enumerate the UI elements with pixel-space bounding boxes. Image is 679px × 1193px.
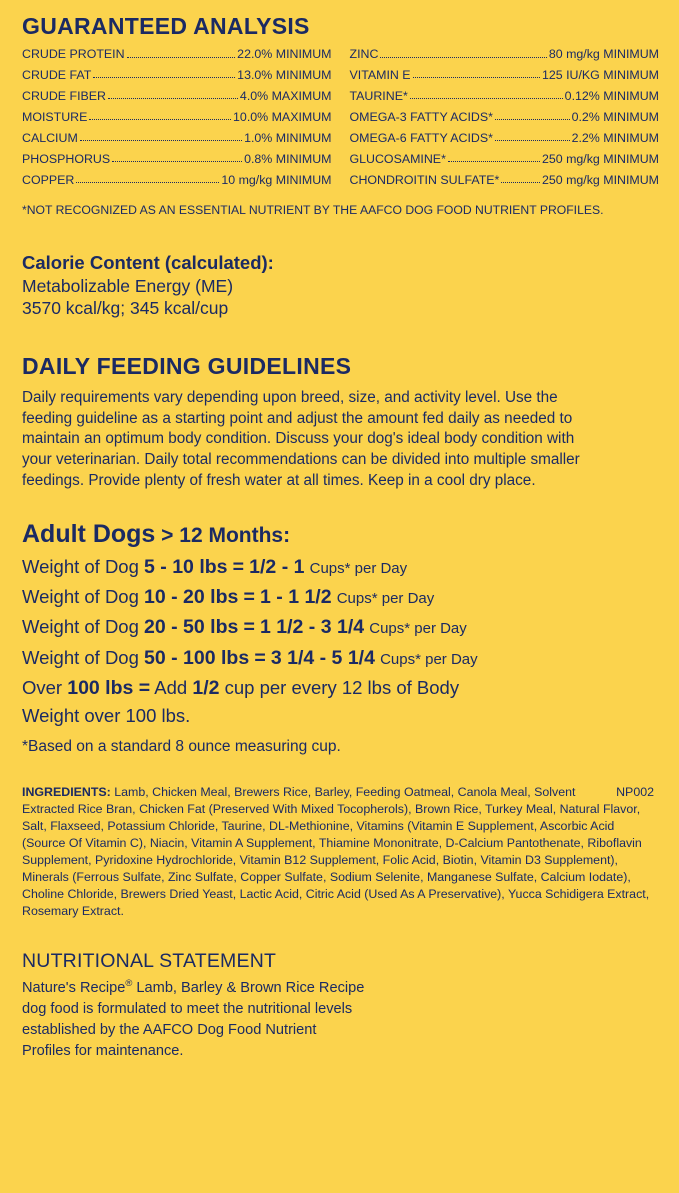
- table-row: [350, 69, 660, 81]
- feeding-row-equals: =: [243, 616, 255, 639]
- nutrient-name: PHOSPHORUS: [22, 151, 111, 166]
- feeding-row-unit: Cups* per Day: [336, 590, 435, 608]
- nutritional-statement-line4: Profiles for maintenance.: [22, 1042, 184, 1059]
- nutrient-value: 1.0% MINIMUM: [244, 130, 332, 145]
- nutritional-statement-line2: dog food is formulated to meet the nutritional levels: [22, 1001, 353, 1018]
- nutrient-value: 0.2% MINIMUM: [571, 109, 659, 124]
- nutritional-statement-title: NUTRITIONAL STATEMENT: [22, 950, 277, 973]
- nutrient-value: 0.12% MINIMUM: [564, 88, 659, 103]
- nutrient-name: MOISTURE: [22, 109, 88, 124]
- nutrient-name: VITAMIN E: [349, 68, 411, 83]
- adult-dogs-heading: [22, 521, 659, 549]
- dot-leader: [380, 49, 546, 58]
- nutritional-statement-section: [22, 950, 659, 1061]
- feeding-row-unit: Cups* per Day: [309, 559, 408, 577]
- ingredients-label: INGREDIENTS:: [22, 784, 111, 799]
- nutrient-name: CRUDE FIBER: [22, 88, 106, 103]
- nutrient-value: 4.0% MAXIMUM: [239, 88, 332, 103]
- feeding-row: [22, 646, 659, 670]
- nutrient-value: 250 mg/kg MINIMUM: [541, 151, 659, 166]
- table-row: [350, 111, 660, 123]
- feeding-row-over-100-line2: Weight over 100 lbs.: [22, 704, 191, 726]
- table-row: [22, 90, 332, 102]
- table-row: [350, 153, 660, 165]
- nutrient-name: GLUCOSAMINE*: [349, 151, 446, 166]
- adult-dogs-heading-main: Adult Dogs: [22, 520, 156, 549]
- daily-feeding-guidelines-body: Daily requirements vary depending upon breed, size, and activity level. Use the feeding guideline as a starting point and adjust the amount fed daily as needed to maintain an optimum body condition. Discuss your dog's ideal body condition with your veterinarian. Daily total recommendations can be divided into multiple smaller feedings. Provide plenty of fresh water at all times. Keep in a cool dry place.: [22, 389, 580, 489]
- nutrient-name: OMEGA-3 FATTY ACIDS*: [349, 109, 493, 124]
- nutrient-value: 0.8% MINIMUM: [244, 151, 332, 166]
- dot-leader: [501, 174, 540, 183]
- dot-leader: [108, 90, 238, 99]
- dot-leader: [448, 153, 540, 162]
- over-prefix: Over: [22, 677, 63, 699]
- guaranteed-analysis-columns: [22, 48, 659, 194]
- over-add: Add: [154, 677, 188, 699]
- daily-feeding-guidelines-section: [22, 354, 659, 491]
- feeding-row: [22, 615, 659, 639]
- dot-leader: [495, 111, 570, 120]
- table-row: [350, 174, 660, 186]
- over-text: cup per every 12 lbs of Body: [224, 677, 460, 699]
- over-amount: 1/2: [192, 677, 220, 700]
- nutrient-value: 10.0% MAXIMUM: [233, 109, 332, 124]
- feeding-row-weight: 20 - 50 lbs: [144, 616, 239, 639]
- measuring-cup-note: *Based on a standard 8 ounce measuring cup.: [22, 737, 341, 755]
- guaranteed-analysis-left-column: [22, 48, 332, 194]
- calorie-metabolizable-energy: Metabolizable Energy (ME): [22, 276, 234, 297]
- product-code: NP002: [616, 784, 654, 799]
- table-row: [350, 90, 660, 102]
- product-name: Lamb, Barley & Brown Rice Recipe: [132, 980, 365, 997]
- feeding-row-weight: 10 - 20 lbs: [144, 586, 239, 609]
- table-row: [22, 153, 332, 165]
- table-row: [22, 69, 332, 81]
- nutrient-value: 10 mg/kg MINIMUM: [221, 172, 332, 187]
- feeding-row-unit: Cups* per Day: [380, 650, 478, 668]
- table-row: [22, 174, 332, 186]
- feeding-row-weight: 50 - 100 lbs: [144, 646, 250, 669]
- over-weight: 100 lbs =: [67, 677, 151, 700]
- calorie-content-title: Calorie Content (calculated):: [22, 252, 274, 274]
- guaranteed-analysis-title: GUARANTEED ANALYSIS: [22, 13, 310, 39]
- dot-leader: [112, 153, 242, 162]
- table-row: [22, 111, 332, 123]
- feeding-row-label: Weight of Dog: [22, 646, 139, 668]
- dot-leader: [80, 132, 242, 141]
- dot-leader: [495, 132, 570, 141]
- nutrient-name: CRUDE FAT: [22, 68, 92, 83]
- brand-name: Nature's Recipe: [22, 980, 126, 997]
- guaranteed-analysis-right-column: [350, 48, 660, 194]
- nutrient-name: CALCIUM: [22, 130, 78, 145]
- table-row: [22, 132, 332, 144]
- nutrient-value: 125 IU/KG MINIMUM: [541, 68, 659, 83]
- feeding-row-amount: 1 1/2 - 3 1/4: [260, 616, 365, 639]
- dot-leader: [127, 49, 236, 58]
- dot-leader: [410, 90, 563, 99]
- feeding-row-unit: Cups* per Day: [369, 620, 467, 638]
- daily-feeding-guidelines-title: DAILY FEEDING GUIDELINES: [22, 352, 352, 379]
- ingredients-text: Lamb, Chicken Meal, Brewers Rice, Barley, Feeding Oatmeal, Canola Meal, Solvent Extracted Rice Bran, Chicken Fat (Preserved With Mixed Tocopherols), Brown Rice, Turkey Meal, Natural Flavor, Salt, Flaxseed, Potassium Chloride, Taurine, DL-Methionine, Vitamins (Vitamin E Supplement, Ascorbic Acid (Source Of Vitamin C), Niacin, Vitamin A Supplement, Thiamine Mononitrate, D-Calcium Pantothenate, Riboflavin Supplement, Pyridoxine Hydrochloride, Vitamin B12 Supplement, Folic Acid, Biotin, Vitamin D3 Supplement), Minerals (Ferrous Sulfate, Zinc Sulfate, Copper Sulfate, Sodium Selenite, Manganese Sulfate, Calcium Iodate), Choline Chloride, Brewers Dried Yeast, Lactic Acid, Citric Acid (Used As A Preservative), Yucca Schidigera Extract, Rosemary Extract.: [22, 784, 650, 919]
- calorie-values: 3570 kcal/kg; 345 kcal/cup: [22, 298, 229, 318]
- feeding-row-amount: 3 1/4 - 5 1/4: [270, 646, 375, 669]
- adult-dogs-heading-sub: > 12 Months:: [161, 524, 291, 548]
- registered-trademark-icon: ®: [125, 978, 133, 990]
- nutrient-value: 2.2% MINIMUM: [571, 130, 659, 145]
- nutrient-value: 80 mg/kg MINIMUM: [548, 47, 659, 62]
- adult-dogs-section: [22, 521, 659, 755]
- nutritional-statement-line3: established by the AAFCO Dog Food Nutrient: [22, 1021, 317, 1038]
- table-row: [350, 132, 660, 144]
- guaranteed-analysis-section: [22, 14, 659, 218]
- feeding-row-over-100: [22, 676, 659, 701]
- guaranteed-analysis-footnote: *NOT RECOGNIZED AS AN ESSENTIAL NUTRIENT BY THE AAFCO DOG FOOD NUTRIENT PROFILES.: [22, 203, 604, 218]
- nutrient-value: 22.0% MINIMUM: [237, 47, 332, 62]
- nutrient-name: OMEGA-6 FATTY ACIDS*: [349, 130, 493, 145]
- feeding-row: [22, 555, 659, 579]
- table-row: [350, 48, 660, 60]
- dot-leader: [89, 111, 231, 120]
- dot-leader: [413, 69, 540, 78]
- ingredients-section: [22, 784, 654, 921]
- feeding-row-equals: =: [254, 646, 266, 669]
- nutrient-name: ZINC: [349, 47, 379, 62]
- nutrient-name: TAURINE*: [349, 88, 408, 103]
- calorie-content-section: [22, 252, 659, 320]
- nutrient-name: COPPER: [22, 172, 75, 187]
- feeding-row-amount: 1 - 1 1/2: [260, 586, 332, 609]
- feeding-row-equals: =: [232, 555, 245, 578]
- feeding-row-label: Weight of Dog: [22, 616, 139, 638]
- nutrient-name: CRUDE PROTEIN: [22, 47, 125, 62]
- feeding-row-label: Weight of Dog: [22, 586, 139, 608]
- nutrient-name: CHONDROITIN SULFATE*: [349, 172, 500, 187]
- dot-leader: [93, 69, 235, 78]
- feeding-row-amount: 1/2 - 1: [249, 555, 305, 578]
- nutrient-value: 250 mg/kg MINIMUM: [541, 172, 659, 187]
- nutrient-value: 13.0% MINIMUM: [237, 68, 332, 83]
- dot-leader: [76, 174, 219, 183]
- feeding-row-equals: =: [243, 586, 255, 609]
- feeding-row-weight: 5 - 10 lbs: [144, 555, 228, 578]
- feeding-row: [22, 585, 659, 609]
- table-row: [22, 48, 332, 60]
- feeding-row-label: Weight of Dog: [22, 555, 139, 577]
- nutritional-statement-body: [22, 977, 422, 1061]
